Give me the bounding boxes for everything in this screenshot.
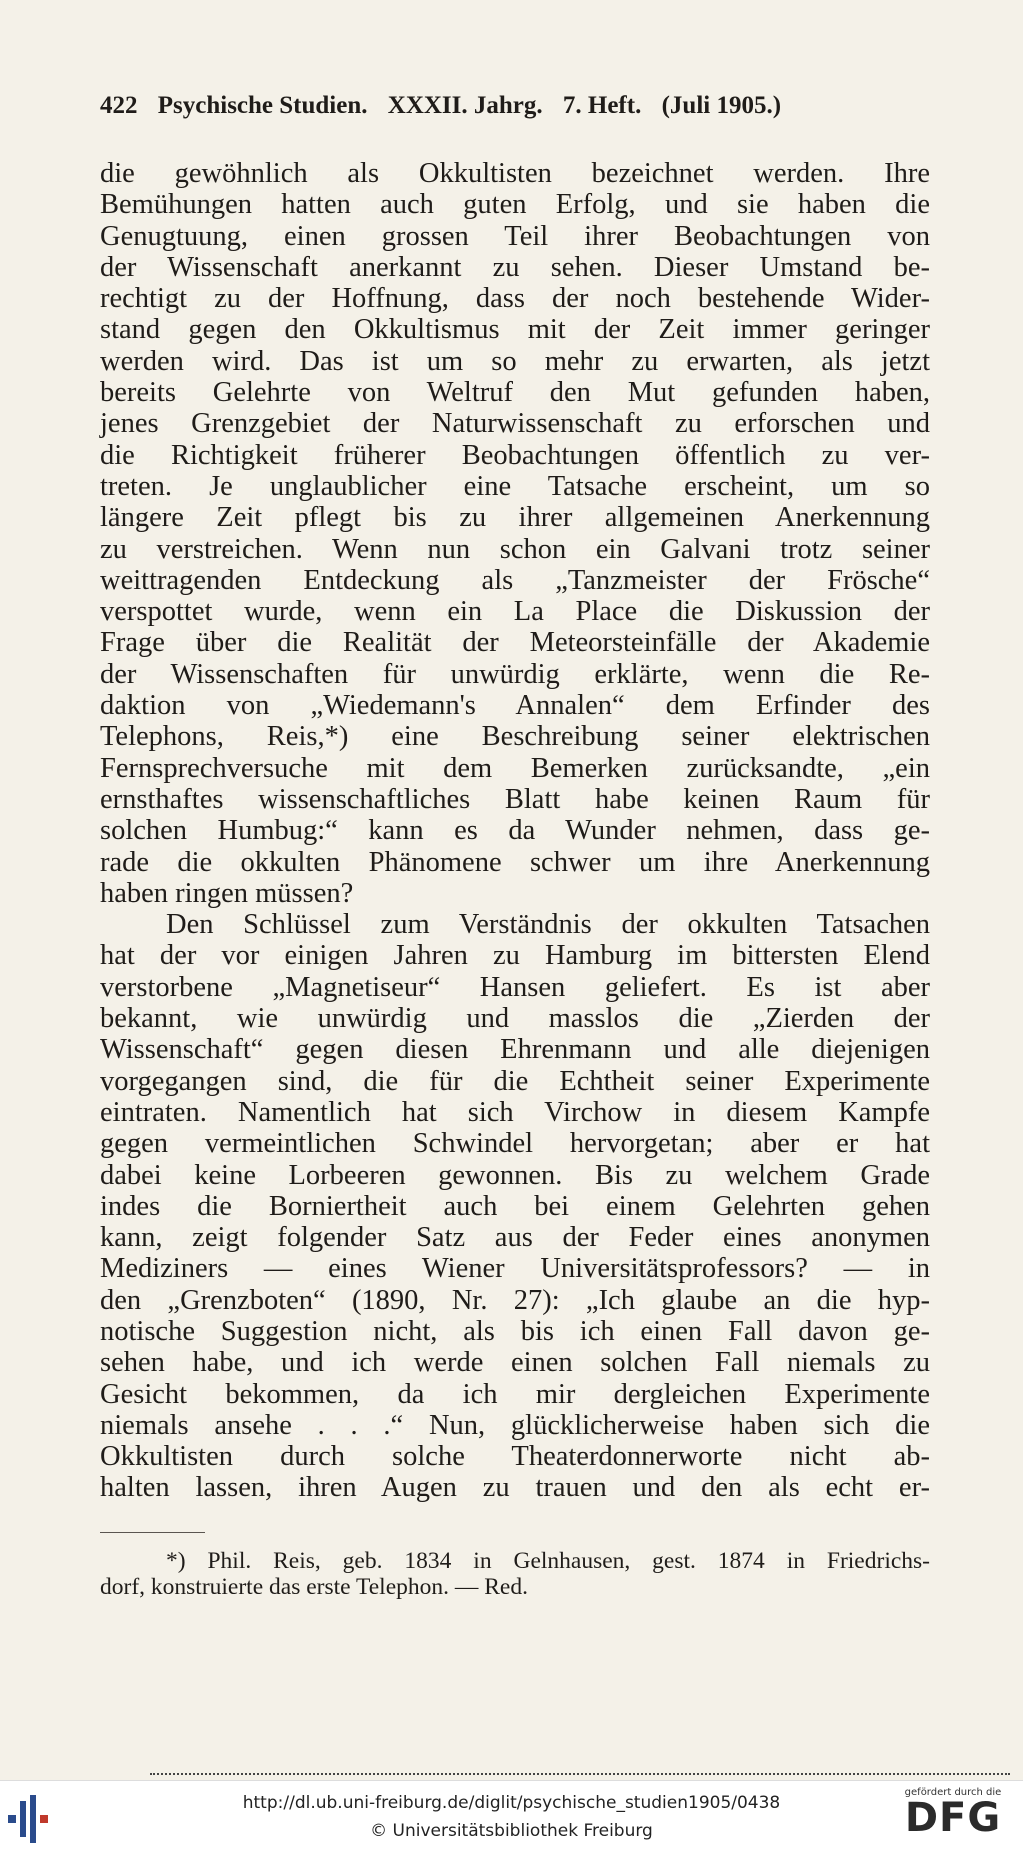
text-line: niemals ansehe . . .“ Nun, glücklicherweise haben sich die: [100, 1409, 930, 1441]
text-line: Wissenschaft“ gegen diesen Ehrenmann und alle diejenigen: [100, 1034, 930, 1066]
footnote-rule: [100, 1532, 205, 1533]
text-line: rechtigt zu der Hoffnung, dass der noch bestehende Wider-: [100, 283, 930, 315]
text-line: zu verstreichen. Wenn nun schon ein Galvani trotz seiner: [100, 533, 930, 565]
footer-bar: [0, 1780, 1023, 1854]
text-line: vorgegangen sind, die für die Echtheit seiner Experimente: [100, 1065, 930, 1097]
text-line: eintraten. Namentlich hat sich Virchow in diesem Kampfe: [100, 1096, 930, 1128]
text-line: jenes Grenzgebiet der Naturwissenschaft zu erforschen und: [100, 408, 930, 440]
text-line: Gesicht bekommen, da ich mir dergleichen Experimente: [100, 1378, 930, 1410]
running-header: [100, 92, 930, 120]
text-line: Genugtuung, einen grossen Teil ihrer Beobachtungen von: [100, 220, 930, 252]
text-line: die Richtigkeit früherer Beobachtungen öffentlich zu ver-: [100, 439, 930, 471]
text-line: kann, zeigt folgender Satz aus der Feder eines anonymen: [100, 1222, 930, 1254]
text-line: rade die okkulten Phänomene schwer um ihre Anerkennung: [100, 846, 930, 878]
dfg-logo: [893, 1787, 1013, 1841]
copyright-text: © Universitätsbibliothek Freiburg: [370, 1821, 653, 1841]
text-line: der Wissenschaft anerkannt zu sehen. Dieser Umstand be-: [100, 251, 930, 283]
text-line: längere Zeit pflegt bis zu ihrer allgemeinen Anerkennung: [100, 502, 930, 534]
text-line: Den Schlüssel zum Verständnis der okkulten Tatsachen: [166, 909, 930, 941]
text-line: werden wird. Das ist um so mehr zu erwarten, als jetzt: [100, 345, 930, 377]
text-line: der Wissenschaften für unwürdig erklärte, wenn die Re-: [100, 658, 930, 690]
text-line: gegen vermeintlichen Schwindel hervorgetan; aber er hat: [100, 1128, 930, 1160]
footnote: [100, 1548, 930, 1600]
text-line: Telephons, Reis,*) eine Beschreibung seiner elektrischen: [100, 721, 930, 753]
text-line: Mediziners — eines Wiener Universitätsprofessors? — in: [100, 1253, 930, 1285]
text-line: dabei keine Lorbeeren gewonnen. Bis zu welchem Grade: [100, 1159, 930, 1191]
text-line: sehen habe, und ich werde einen solchen Fall niemals zu: [100, 1347, 930, 1379]
text-line: ernsthaftes wissenschaftliches Blatt habe keinen Raum für: [100, 783, 930, 815]
text-line: daktion von „Wiedemann's Annalen“ dem Erfinder des: [100, 690, 930, 722]
body-text: [100, 158, 930, 1504]
text-line: den „Grenzboten“ (1890, Nr. 27): „Ich glaube an die hyp-: [100, 1284, 930, 1316]
text-line: weittragenden Entdeckung als „Tanzmeister der Frösche“: [100, 564, 930, 596]
permalink-url[interactable]: http://dl.ub.uni-freiburg.de/diglit/psychische_studien1905/0438: [242, 1793, 781, 1813]
text-line: bekannt, wie unwürdig und masslos die „Zierden der: [100, 1003, 930, 1035]
text-line: haben ringen müssen?: [100, 877, 354, 909]
text-line: verspottet wurde, wenn ein La Place die Diskussion der: [100, 596, 930, 628]
page-edge-dots: [150, 1773, 1010, 1775]
dfg-logo-text: DFG: [904, 1795, 1002, 1841]
issue: 7. Heft.: [562, 92, 642, 119]
funding-caption: gefördert durch die: [904, 1787, 1002, 1798]
text-line: hat der vor einigen Jahren zu Hamburg im bittersten Elend: [100, 940, 930, 972]
text-line: halten lassen, ihren Augen zu trauen und den als echt er-: [100, 1472, 930, 1504]
text-line: Frage über die Realität der Meteorsteinfälle der Akademie: [100, 627, 930, 659]
issue-date: (Juli 1905.): [661, 92, 782, 119]
text-line: bereits Gelehrte von Weltruf den Mut gefunden haben,: [100, 377, 930, 409]
footnote-line: dorf, konstruierte das erste Telephon. — Red.: [100, 1574, 528, 1600]
journal-title: Psychische Studien.: [157, 92, 368, 119]
volume: XXXII. Jahrg.: [387, 92, 543, 119]
text-line: treten. Je unglaublicher eine Tatsache erscheint, um so: [100, 470, 930, 502]
text-line: die gewöhnlich als Okkultisten bezeichnet werden. Ihre: [100, 158, 930, 189]
text-line: stand gegen den Okkultismus mit der Zeit immer geringer: [100, 314, 930, 346]
text-line: indes die Borniertheit auch bei einem Gelehrten gehen: [100, 1190, 930, 1222]
text-line: solchen Humbug:“ kann es da Wunder nehmen, dass ge-: [100, 815, 930, 847]
text-line: verstorbene „Magnetiseur“ Hansen geliefert. Es ist aber: [100, 971, 930, 1003]
page-number: 422: [100, 92, 138, 119]
text-line: Bemühungen hatten auch guten Erfolg, und sie haben die: [100, 189, 930, 221]
text-line: Fernsprechversuche mit dem Bemerken zurücksandte, „ein: [100, 752, 930, 784]
text-line: notische Suggestion nicht, als bis ich einen Fall davon ge-: [100, 1315, 930, 1347]
text-line: Okkultisten durch solche Theaterdonnerworte nicht ab-: [100, 1441, 930, 1473]
footnote-line: *) Phil. Reis, geb. 1834 in Gelnhausen, gest. 1874 in Friedrichs-: [166, 1548, 930, 1574]
